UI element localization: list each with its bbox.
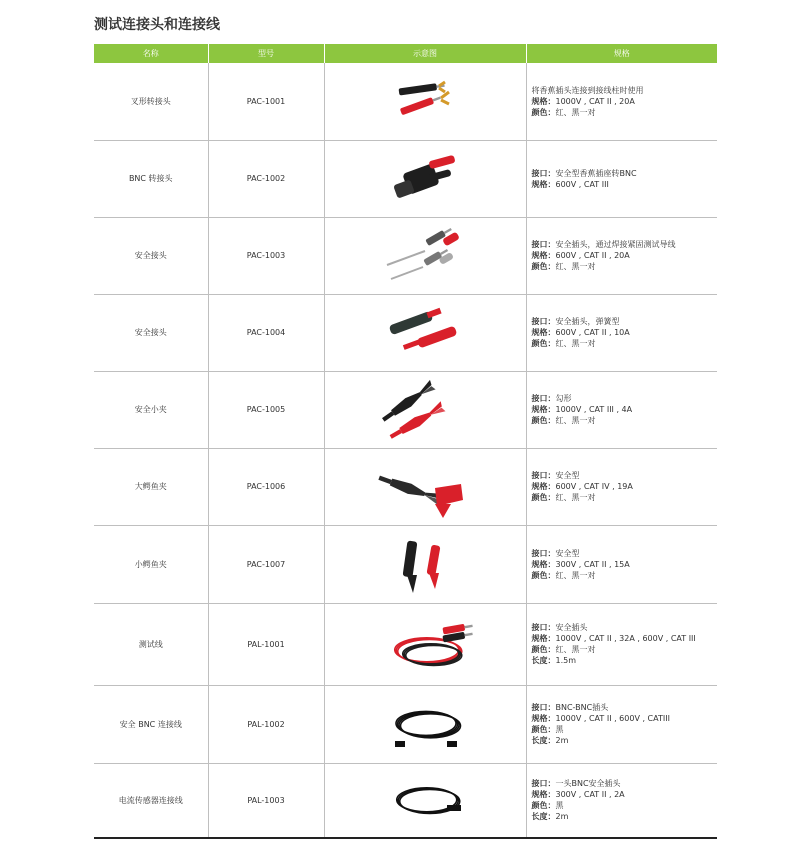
product-spec [526,685,717,763]
product-spec [526,603,717,685]
spec-line [532,239,718,250]
spec-key: 规格： [531,328,556,337]
spec-key: 规格： [531,634,556,643]
product-model: PAC-1004 [208,294,324,371]
spec-line [532,393,718,404]
spec-value: 600V , CAT II , 20A [555,251,630,260]
spec-value: 安全插头，弹簧型 [555,317,620,326]
spec-line [532,492,718,503]
product-spec [526,448,717,525]
small-alligator-clip-icon [325,531,526,597]
spec-key: 规格： [531,790,556,800]
spec-key: 接口： [531,548,556,558]
table-row [94,448,717,525]
product-model: PAC-1003 [208,217,324,294]
spec-key: 接口： [531,394,556,403]
sensor-cable-icon [325,767,526,833]
product-name: 电流传感器连接线 [94,763,208,838]
spec-key: 规格： [531,251,556,260]
spec-key: 长度： [531,736,556,745]
spec-key: 颜色： [531,262,556,271]
spec-key: 颜色： [531,107,556,117]
spec-value: BNC-BNC插头 [555,703,609,712]
spec-line [532,622,718,633]
large-alligator-clip-icon [325,454,526,520]
spec-line [532,800,718,811]
spec-key: 规格： [531,714,556,723]
spec-key: 颜色： [531,339,556,348]
spec-line [532,789,718,800]
product-spec [526,294,717,371]
spec-value: 1000V , CAT II , 32A , 600V , CAT III [555,634,696,643]
product-name: 安全接头 [94,217,208,294]
spec-value: 将香蕉插头连接到接线柱时使用 [531,85,644,95]
spec-line [532,261,718,272]
spec-value: 1000V , CAT III , 4A [555,405,633,414]
spec-line [532,327,718,338]
spec-value: 300V , CAT II , 15A [555,559,630,569]
product-spec [526,217,717,294]
product-model: PAL-1002 [208,685,324,763]
header-diagram: 示意图 [324,44,526,63]
spec-key: 长度： [531,656,556,665]
spec-line [532,559,718,570]
product-model: PAC-1006 [208,448,324,525]
spec-line [532,250,718,261]
product-name: 安全接头 [94,294,208,371]
product-diagram [324,685,526,763]
spec-line [532,107,718,118]
product-name: BNC 转接头 [94,140,208,217]
product-spec [526,525,717,603]
spec-value: 2m [555,736,569,745]
product-name: 大鳄鱼夹 [94,448,208,525]
spec-key: 长度： [531,812,556,822]
spec-key: 颜色： [531,570,556,580]
spec-value: 安全插头，通过焊接紧固测试导线 [555,240,676,249]
product-spec [526,763,717,838]
spec-value: 勾形 [555,394,572,403]
product-diagram [324,217,526,294]
product-diagram [324,525,526,603]
product-name: 叉形转接头 [94,63,208,140]
spec-line [532,338,718,349]
product-name: 小鳄鱼夹 [94,525,208,603]
spec-key: 接口： [531,703,556,712]
hook-clip-icon [325,377,526,443]
spec-line [532,415,718,426]
product-diagram [324,763,526,838]
header-name: 名称 [94,44,208,63]
spec-line [532,644,718,655]
spec-value: 红、黑一对 [555,645,596,654]
table-row [94,371,717,448]
safety-connector-icon [325,223,526,289]
product-diagram [324,63,526,140]
spec-value: 600V , CAT III [555,179,609,189]
spec-value: 1.5m [555,656,577,665]
spec-line [532,168,718,179]
test-lead-icon [325,611,526,677]
spec-key: 接口： [531,623,556,632]
spec-line [532,724,718,735]
spec-value: 红、黑一对 [555,493,596,502]
product-model: PAC-1001 [208,63,324,140]
spec-line [532,713,718,724]
spec-key: 颜色： [531,645,556,654]
product-model: PAC-1007 [208,525,324,603]
spec-value: 2m [555,812,569,822]
spec-line [532,470,718,481]
product-name: 测试线 [94,603,208,685]
spec-line [532,655,718,666]
page-title: 测试连接头和连接线 [94,17,220,33]
product-model: PAL-1001 [208,603,324,685]
product-diagram [324,603,526,685]
product-spec [526,371,717,448]
spec-key: 接口： [531,317,556,326]
spec-line [532,404,718,415]
spec-value: 黑 [555,725,564,734]
table-row [94,217,717,294]
product-model: PAL-1003 [208,763,324,838]
spec-value: 1000V , CAT II , 20A [555,96,635,106]
header-spec: 规格 [526,44,717,63]
spec-value: 红、黑一对 [555,570,596,580]
spec-key: 颜色： [531,801,556,811]
product-spec [526,140,717,217]
spec-value: 一头BNC安全插头 [555,779,621,789]
spec-line [532,570,718,581]
product-name: 安全小夹 [94,371,208,448]
spec-key: 规格： [531,179,556,189]
table-row [94,63,717,140]
spec-line [532,316,718,327]
product-diagram [324,448,526,525]
spec-value: 黑 [555,801,564,811]
spec-key: 规格： [531,559,556,569]
spec-value: 红、黑一对 [555,262,596,271]
spring-connector-icon [325,300,526,366]
spec-key: 颜色： [531,493,556,502]
spade-adapter-icon [325,68,526,134]
spec-line [532,548,718,559]
spec-key: 颜色： [531,416,556,425]
spec-key: 规格： [531,482,556,491]
product-diagram [324,294,526,371]
table-row [94,685,717,763]
spec-line [532,85,718,96]
spec-line [532,96,718,107]
spec-line [532,811,718,822]
header-model: 型号 [208,44,324,63]
spec-value: 600V , CAT II , 10A [555,328,630,337]
spec-value: 红、黑一对 [555,107,596,117]
spec-line [532,778,718,789]
table-row [94,763,717,838]
table-row [94,603,717,685]
spec-value: 300V , CAT II , 2A [555,790,625,800]
spec-value: 安全型 [555,471,580,480]
spec-key: 规格： [531,96,556,106]
product-diagram [324,140,526,217]
spec-key: 规格： [531,405,556,414]
table-row [94,525,717,603]
product-table [94,44,717,839]
spec-line [532,735,718,746]
spec-line [532,481,718,492]
spec-value: 1000V , CAT II , 600V , CATIII [555,714,670,723]
spec-key: 接口： [531,471,556,480]
spec-value: 安全插头 [555,623,588,632]
table-header [94,44,717,63]
product-diagram [324,371,526,448]
spec-line [532,179,718,190]
bnc-adapter-icon [325,146,526,212]
spec-value: 红、黑一对 [555,339,596,348]
spec-key: 颜色： [531,725,556,734]
spec-key: 接口： [531,779,556,789]
table-row [94,294,717,371]
spec-key: 接口： [531,168,556,178]
product-spec [526,63,717,140]
spec-value: 红、黑一对 [555,416,596,425]
spec-value: 安全型 [555,548,580,558]
product-model: PAC-1005 [208,371,324,448]
spec-line [532,633,718,644]
product-model: PAC-1002 [208,140,324,217]
spec-value: 安全型香蕉插座转BNC [555,168,637,178]
product-name: 安全 BNC 连接线 [94,685,208,763]
table-row [94,140,717,217]
spec-line [532,702,718,713]
spec-value: 600V , CAT IV , 19A [555,482,633,491]
spec-key: 接口： [531,240,556,249]
bnc-cable-icon [325,691,526,757]
